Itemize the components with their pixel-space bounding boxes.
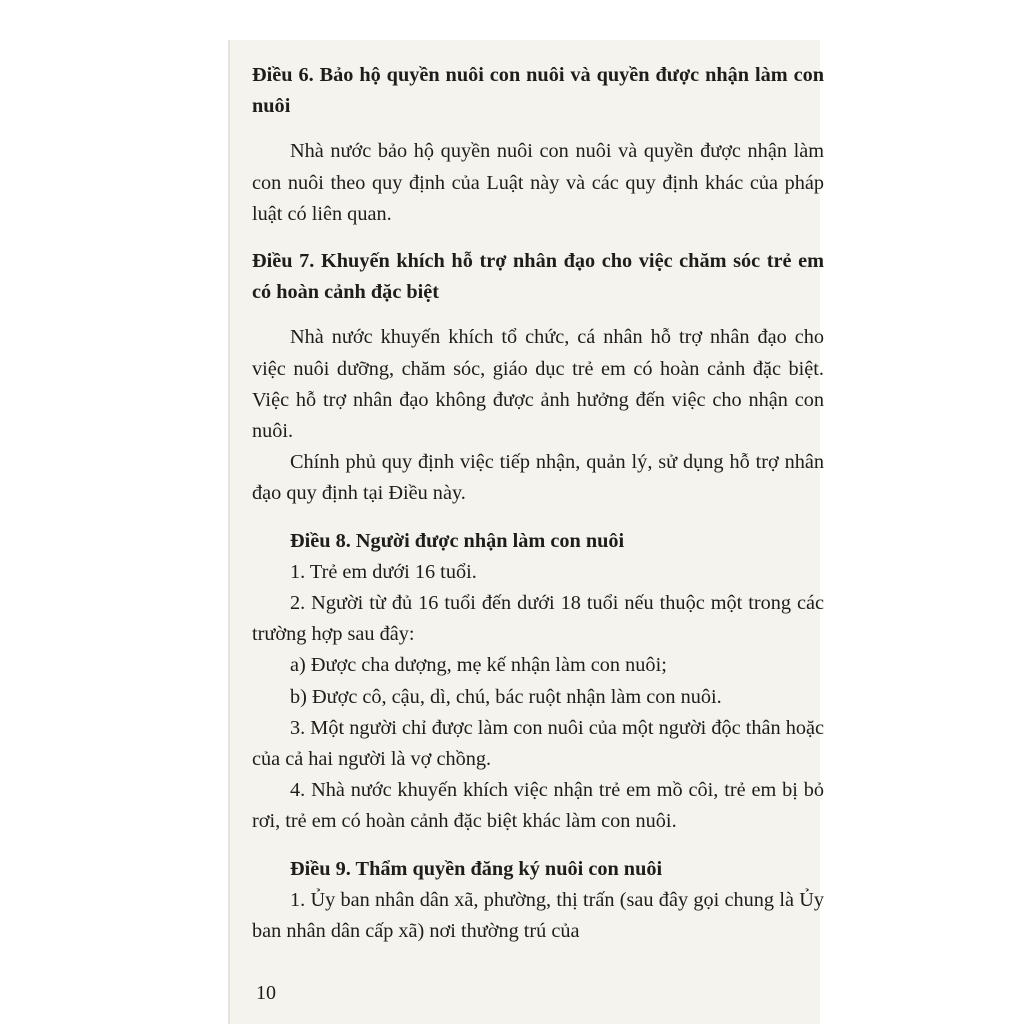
article-6-heading: Điều 6. Bảo hộ quyền nuôi con nuôi và quyền được nhận làm con nuôi: [252, 64, 824, 118]
article-8-item-3: 3. Một người chỉ được làm con nuôi của một người độc thân hoặc của cả hai người là vợ chồng.: [252, 716, 824, 771]
article-8-item-4: 4. Nhà nước khuyến khích việc nhận trẻ em mồ côi, trẻ em bị bỏ rơi, trẻ em có hoàn cảnh đặc biệt khác làm con nuôi.: [252, 779, 824, 833]
article-9-heading: Điều 9. Thẩm quyền đăng ký nuôi con nuôi: [290, 857, 663, 880]
page-edge-shadow: [228, 40, 230, 1024]
article-9-item-1: 1. Ủy ban nhân dân xã, phường, thị trấn (sau đây gọi chung là Ủy ban nhân dân cấp xã) nơi thường trú của: [252, 888, 824, 943]
article-8-item-2a: a) Được cha dượng, mẹ kế nhận làm con nuôi;: [290, 654, 667, 677]
article-7-paragraph-1: Nhà nước khuyến khích tổ chức, cá nhân hỗ trợ nhân đạo cho việc nuôi dưỡng, chăm sóc, giáo dục trẻ em có hoàn cảnh đặc biệt. Việc hỗ trợ nhân đạo không được ảnh hưởng đến việc cho nhận con nuôi.: [252, 326, 824, 443]
article-8-item-2: 2. Người từ đủ 16 tuổi đến dưới 18 tuổi nếu thuộc một trong các trường hợp sau đây:: [252, 592, 824, 646]
page-text: [252, 60, 824, 947]
article-8-item-1: 1. Trẻ em dưới 16 tuổi.: [290, 560, 477, 583]
article-8-item-2b: b) Được cô, cậu, dì, chú, bác ruột nhận làm con nuôi.: [290, 685, 722, 708]
article-6-paragraph-1: Nhà nước bảo hộ quyền nuôi con nuôi và quyền được nhận làm con nuôi theo quy định của Luật này và các quy định khác của pháp luật có liên quan.: [252, 140, 824, 225]
page-number: 10: [256, 982, 276, 1004]
article-7-paragraph-2: Chính phủ quy định việc tiếp nhận, quản lý, sử dụng hỗ trợ nhân đạo quy định tại Điều này.: [252, 451, 824, 505]
article-7-heading: Điều 7. Khuyến khích hỗ trợ nhân đạo cho việc chăm sóc trẻ em có hoàn cảnh đặc biệt: [252, 250, 824, 304]
article-8-heading: Điều 8. Người được nhận làm con nuôi: [290, 529, 625, 552]
